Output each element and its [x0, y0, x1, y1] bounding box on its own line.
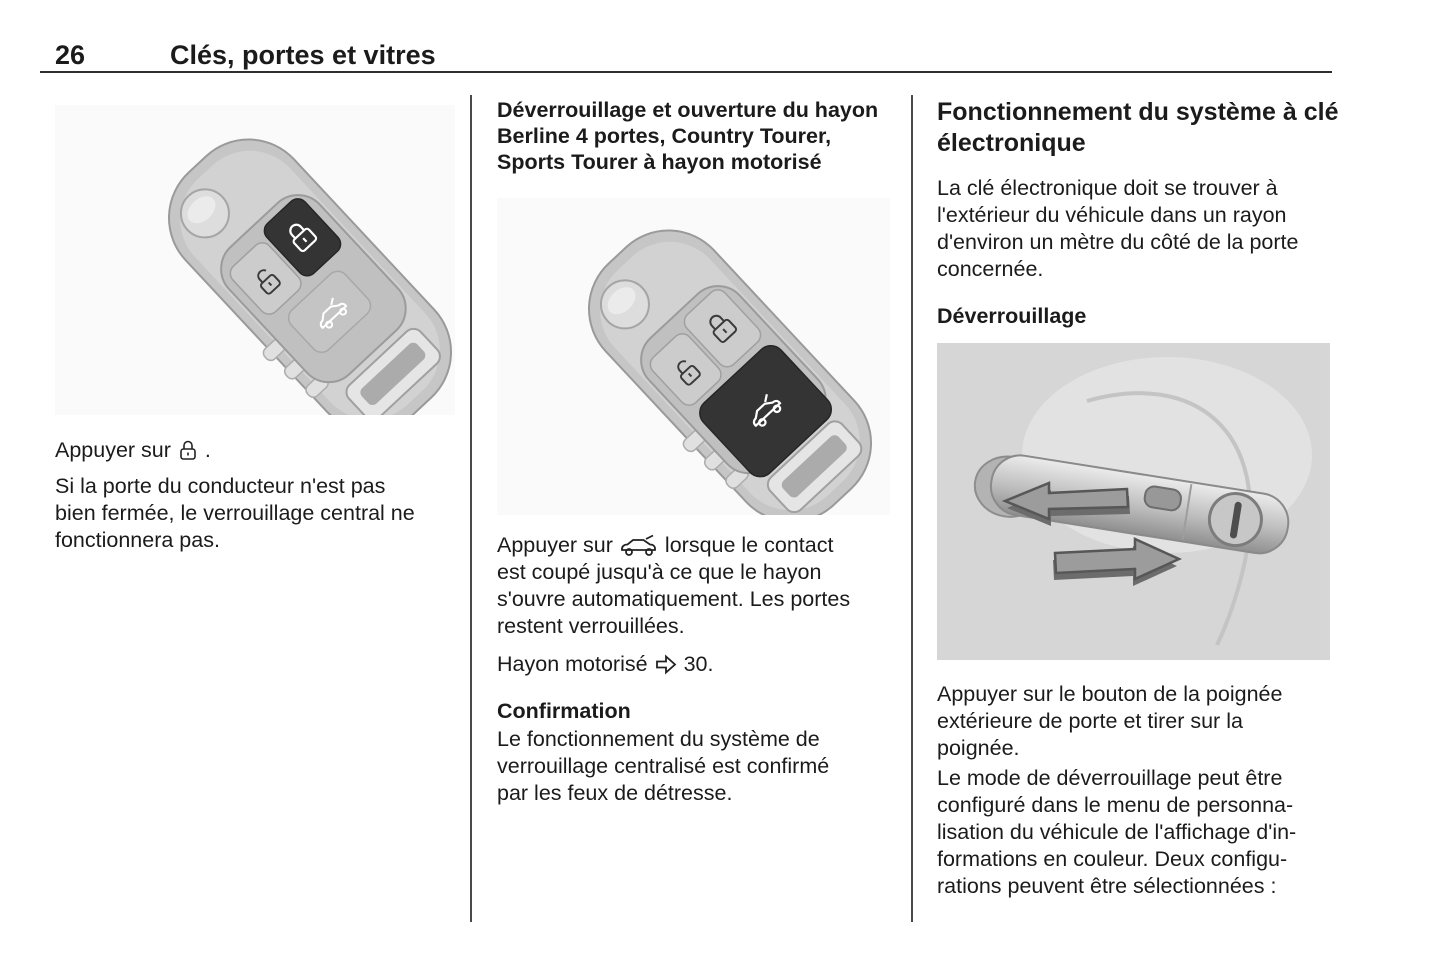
press-instruction [55, 437, 211, 464]
text-line: restent verrouillées. [497, 614, 685, 638]
driver-door-paragraph [55, 473, 415, 554]
remote-key-tailgate-figure [497, 198, 890, 515]
page-reference-row [497, 651, 713, 678]
page-reference-label: Hayon motorisé [497, 652, 648, 676]
text-line: fonctionnera pas. [55, 528, 220, 552]
text-line: est coupé jusqu'à ce que le hayon [497, 560, 822, 584]
press-suffix: . [204, 438, 211, 462]
tailgate-press-paragraph [497, 532, 850, 640]
press-prefix: Appuyer sur [497, 533, 613, 557]
section-heading-tailgate [497, 97, 878, 175]
text-line: poignée. [937, 736, 1020, 760]
text-line: concernée. [937, 257, 1044, 281]
text-line: l'extérieur du véhicule dans un rayon [937, 203, 1287, 227]
text-line: par les feux de détresse. [497, 781, 733, 805]
text-line: d'environ un mètre du côté de la porte [937, 230, 1299, 254]
press-line-1-rest: lorsque le contact [664, 533, 834, 557]
text-line: s'ouvre automatiquement. Les portes [497, 587, 851, 611]
press-prefix: Appuyer sur [55, 438, 171, 462]
remote-key-tailgate-illustration [497, 198, 890, 515]
heading-line: Déverrouillage et ouverture du hayon [497, 98, 879, 122]
press-line-1 [497, 532, 850, 559]
text-line: Appuyer sur le bouton de la poignée [937, 682, 1283, 706]
lock-closed-icon [178, 438, 198, 463]
heading-line: électronique [937, 129, 1086, 157]
chapter-title: Clés, portes et vitres [170, 40, 436, 70]
car-open-tailgate-icon [620, 533, 658, 558]
text-line: bien fermée, le verrouillage central ne [55, 501, 415, 525]
text-line: lisation du véhicule de l'affichage d'in- [937, 820, 1297, 844]
text-line: Le fonctionnement du système de [497, 727, 820, 751]
text-line: extérieure de porte et tirer sur la [937, 709, 1243, 733]
confirmation-paragraph [497, 726, 829, 807]
text-line: configuré dans le menu de personna- [937, 793, 1294, 817]
column-divider-1 [470, 95, 472, 922]
header-rule [40, 71, 1332, 73]
door-handle-illustration [937, 343, 1330, 660]
heading-line: Berline 4 portes, Country Tourer, [497, 124, 832, 148]
handle-press-paragraph [937, 681, 1282, 762]
text-line: Si la porte du conducteur n'est pas [55, 474, 386, 498]
text-line: La clé électronique doit se trouver à [937, 176, 1278, 200]
page-number: 26 [55, 40, 86, 70]
confirmation-subheading: Confirmation [497, 699, 631, 723]
heading-line: Fonctionnement du système à clé [937, 98, 1339, 126]
electronic-key-paragraph [937, 175, 1298, 283]
remote-key-lock-figure [55, 105, 455, 415]
text-line: rations peuvent être sélectionnées : [937, 874, 1277, 898]
section-heading-electronic-key [937, 97, 1339, 159]
page-reference-number: 30. [683, 652, 714, 676]
rightwards-white-arrow-icon [655, 654, 677, 675]
unlocking-subheading: Déverrouillage [937, 304, 1087, 328]
heading-line: Sports Tourer à hayon motorisé [497, 150, 822, 174]
text-line: verrouillage centralisé est confirmé [497, 754, 830, 778]
text-line: formations en couleur. Deux configu- [937, 847, 1288, 871]
unlock-mode-paragraph [937, 765, 1296, 900]
remote-key-lock-illustration [55, 105, 455, 415]
column-divider-2 [911, 95, 913, 922]
text-line: Le mode de déverrouillage peut être [937, 766, 1283, 790]
door-handle-figure [937, 343, 1330, 660]
